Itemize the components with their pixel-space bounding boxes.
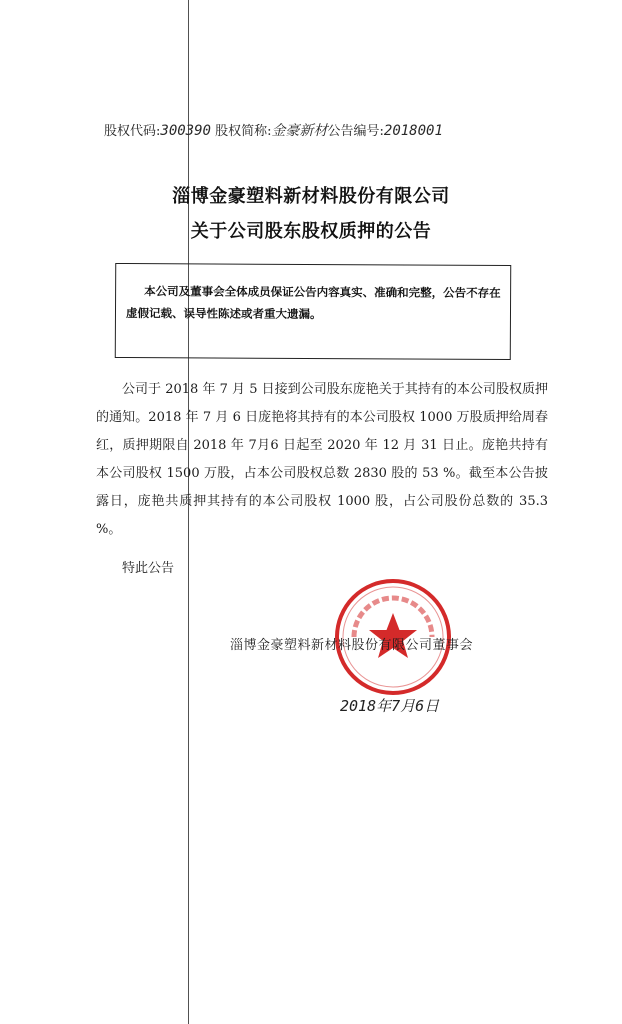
stock-code-value: 300390	[160, 123, 211, 139]
notice-box	[115, 263, 511, 360]
announcement-no-label: 公告编号:	[327, 124, 384, 139]
closing-text: 特此公告	[122, 561, 175, 576]
document-header	[104, 120, 534, 146]
stock-code-label: 股权代码:	[104, 124, 161, 139]
body-paragraph: 公司于 2018 年 7 月 5 日接到公司股东庞艳关于其持有的本公司股权质押的通知。2018 年 7 月 6 日庞艳将其持有的本公司股权 1000 万股质押给周春红，质押期限自 2018 年 7月6 日起至 2020 年 12 月 31 日止。庞艳共持有本公司股权 1500 万股，占本公司股权总数 2830 股的 53 %。截至本公告披露日，庞艳共质押其持有的本公司股权 1000 股，占公司股份总数的 35.3 %。	[96, 382, 548, 537]
stock-abbr-label: 股权简称:	[215, 124, 272, 139]
announcement-no-value: 2018001	[383, 123, 443, 139]
document-title-line1: 淄博金豪塑料新材料股份有限公司	[172, 186, 450, 207]
notice-text: 本公司及董事会全体成员保证公告内容真实、准确和完整，公告不存在虚假记载、误导性陈述或者重大遗漏。	[125, 284, 501, 322]
document-title-line2: 关于公司股东股权质押的公告	[190, 221, 432, 242]
signature-date: 2018年7月6日	[340, 697, 440, 715]
stock-abbr-value: 金豪新材	[271, 123, 328, 139]
signature-company: 淄博金豪塑料新材料股份有限公司董事会	[230, 638, 474, 653]
announcement-body	[96, 376, 548, 544]
